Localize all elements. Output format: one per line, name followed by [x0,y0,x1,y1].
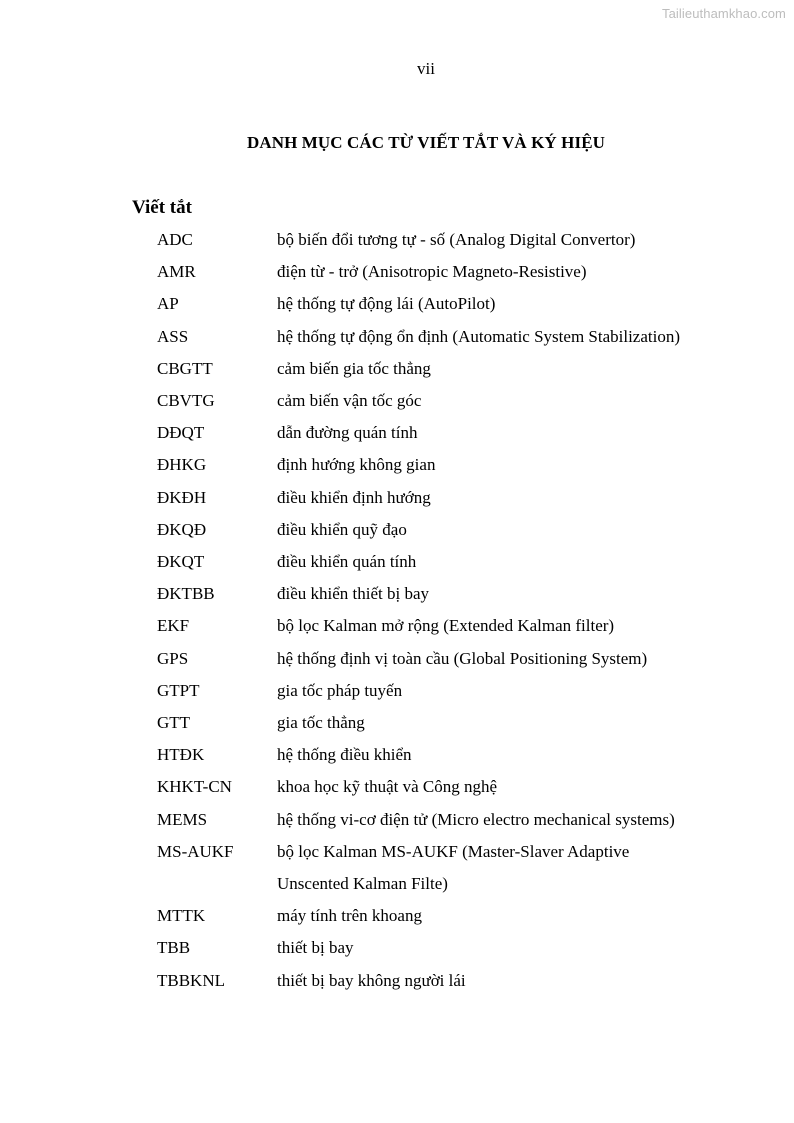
abbreviation-row [157,707,777,739]
abbreviation-definition: thiết bị bay [277,938,354,958]
abbreviation-row [157,965,777,997]
abbreviation-row [157,385,777,417]
abbreviation-row [157,417,777,449]
abbreviation-row [157,546,777,578]
abbreviation-term: DĐQT [157,423,205,443]
abbreviation-term: TBBKNL [157,970,225,990]
abbreviation-row [157,514,777,546]
abbreviation-definition: thiết bị bay không người lái [277,970,466,990]
abbreviation-row [157,321,777,353]
abbreviation-definition: điều khiển quán tính [277,552,417,572]
abbreviation-row [157,578,777,610]
abbreviation-definition: dẫn đường quán tính [277,423,418,443]
abbreviation-definition: cảm biến vận tốc góc [277,391,422,411]
abbreviation-term: EKF [157,616,190,636]
abbreviation-row [157,288,777,320]
abbreviation-definition: gia tốc pháp tuyến [277,680,403,700]
abbreviation-definition: hệ thống tự động ổn định (Automatic System Stabilization) [277,326,681,346]
abbreviation-term: ĐHKG [157,455,207,475]
abbreviation-definition: điều khiển quỹ đạo [277,519,407,539]
watermark: Tailieuthamkhao.com [661,6,786,21]
abbreviation-term: GPS [157,648,189,668]
abbreviation-definition: điều khiển thiết bị bay [277,584,430,604]
abbreviation-definition: hệ thống tự động lái (AutoPilot) [277,294,496,314]
abbreviation-term: ĐKĐH [157,487,207,507]
abbreviation-term: MEMS [157,809,208,829]
abbreviation-definition: cảm biến gia tốc thẳng [277,358,431,378]
abbreviation-row [157,256,777,288]
abbreviation-definition: gia tốc thẳng [277,713,365,733]
page-title: DANH MỤC CÁC TỪ VIẾT TẮT VÀ KÝ HIỆU [246,133,606,152]
abbreviation-term: ĐKQĐ [157,519,207,539]
abbreviation-row [157,932,777,964]
abbreviation-term: GTPT [157,680,200,700]
abbreviation-term: MS-AUKF [157,841,234,861]
abbreviation-row [157,675,777,707]
abbreviation-term: ASS [157,326,189,346]
abbreviation-row [157,449,777,481]
abbreviation-definition: điều khiển định hướng [277,487,431,507]
abbreviation-definition: bộ lọc Kalman MS-AUKF (Master-Slaver Adaptive Unscented Kalman Filte) [277,841,630,894]
abbreviation-row [157,643,777,675]
abbreviation-list [157,224,777,997]
abbreviation-term: KHKT-CN [157,777,232,797]
abbreviation-row [157,610,777,642]
abbreviation-definition: điện từ - trở (Anisotropic Magneto-Resistive) [277,262,587,282]
abbreviation-term: ADC [157,230,193,249]
abbreviation-definition: máy tính trên khoang [277,906,422,926]
abbreviation-term: ĐKTBB [157,584,215,604]
abbreviation-term: AP [157,294,179,314]
abbreviation-row [157,739,777,771]
abbreviation-row [157,836,777,900]
abbreviation-term: CBGTT [157,358,213,378]
abbreviation-row [157,771,777,803]
section-heading: Viết tắt [132,197,192,218]
abbreviation-definition: hệ thống điều khiển [277,745,412,765]
abbreviation-row [157,224,777,256]
abbreviation-term: GTT [157,713,191,733]
abbreviation-definition: hệ thống định vị toàn cầu (Global Positioning System) [277,648,648,668]
page-number: vii [417,59,435,78]
abbreviation-row [157,353,777,385]
abbreviation-row [157,900,777,932]
abbreviation-row [157,804,777,836]
abbreviation-term: MTTK [157,906,206,926]
abbreviation-definition: định hướng không gian [277,455,436,475]
abbreviation-term: TBB [157,938,191,958]
abbreviation-definition: khoa học kỹ thuật và Công nghệ [277,777,498,797]
abbreviation-definition: bộ lọc Kalman mở rộng (Extended Kalman filter) [277,616,615,636]
abbreviation-term: AMR [157,262,196,282]
abbreviation-row [157,482,777,514]
abbreviation-term: CBVTG [157,391,215,411]
abbreviation-term: HTĐK [157,745,205,765]
abbreviation-definition: hệ thống vi-cơ điện tử (Micro electro mechanical systems) [277,809,675,829]
abbreviation-term: ĐKQT [157,552,205,572]
abbreviation-definition: bộ biến đổi tương tự - số (Analog Digital Convertor) [277,230,636,249]
